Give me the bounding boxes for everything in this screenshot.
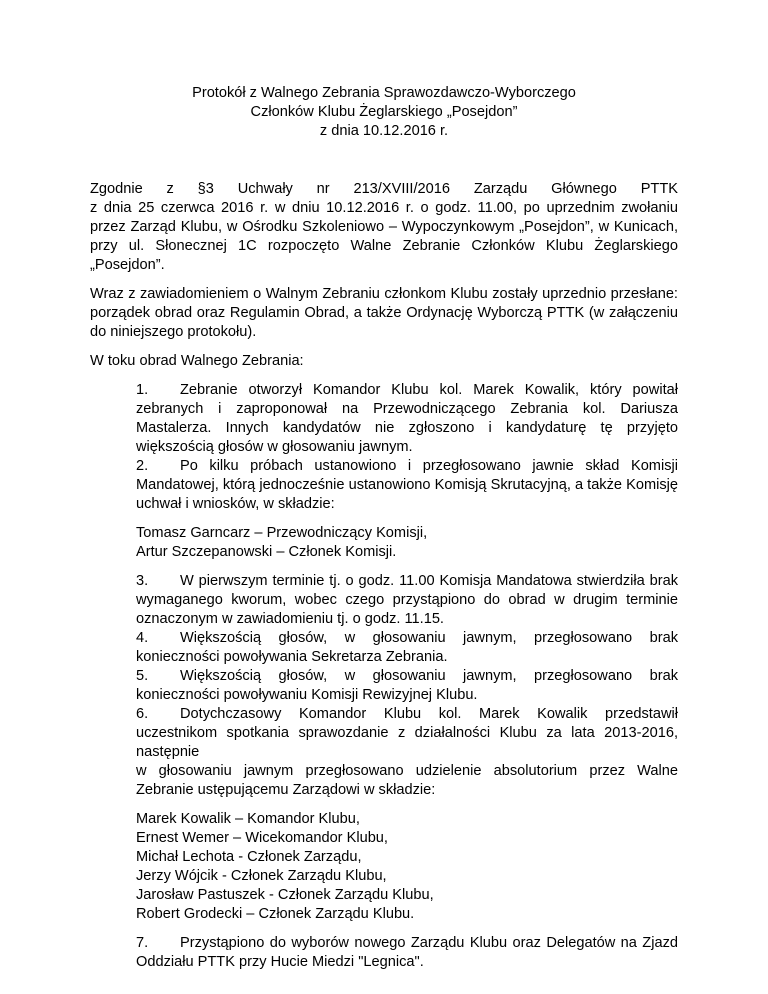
board-members xyxy=(136,810,678,924)
board-member: Marek Kowalik – Komandor Klubu, xyxy=(136,811,360,827)
item-number: 2. xyxy=(136,458,149,474)
item-text: Przystąpiono do wyborów nowego Zarządu Klubu oraz Delegatów na Zjazd Oddziału PTTK przy Hucie Miedzi "Legnica". xyxy=(136,935,678,970)
item-text: Zebranie otworzył Komandor Klubu kol. Marek Kowalik, który powitał zebranych i zaproponował na Przewodniczącego Zebrania kol. Dariusza Mastalerza. Innych kandydatów nie zgłoszono i kandydaturę tę przyjęto większością głosów w głosowaniu jawnym. xyxy=(136,382,678,455)
list-item xyxy=(136,705,678,762)
item-number: 6. xyxy=(136,706,149,722)
board-member: Jerzy Wójcik - Członek Zarządu Klubu, xyxy=(136,868,387,884)
list-item xyxy=(136,381,678,457)
item-number: 4. xyxy=(136,630,149,646)
item-text: Większością głosów, w głosowaniu jawnym, przegłosowano brak konieczności powoływania Sekretarza Zebrania. xyxy=(136,630,678,665)
item-text: Dotychczasowy Komandor Klubu kol. Marek Kowalik przedstawił uczestnikom spotkania sprawozdanie z działalności Klubu za lata 2013-2016, następnie xyxy=(136,706,678,760)
intro-paragraph xyxy=(90,180,678,275)
title-line-2: Członków Klubu Żeglarskiego „Posejdon” xyxy=(250,104,518,120)
item-number: 3. xyxy=(136,573,149,589)
list-item xyxy=(136,934,678,972)
commission-member: Tomasz Garncarz – Przewodniczący Komisji, xyxy=(136,525,428,541)
document-page xyxy=(90,0,678,972)
item-number: 1. xyxy=(136,382,149,398)
document-title xyxy=(90,84,678,141)
board-member: Ernest Wemer – Wicekomandor Klubu, xyxy=(136,830,388,846)
title-line-3: z dnia 10.12.2016 r. xyxy=(319,123,449,139)
commission-member: Artur Szczepanowski – Członek Komisji. xyxy=(136,544,397,560)
item-6-continuation: w głosowaniu jawnym przegłosowano udzielenie absolutorium przez Walne Zebranie ustępującemu Zarządowi w składzie: xyxy=(136,763,678,798)
notice-paragraph: Wraz z zawiadomieniem o Walnym Zebraniu członkom Klubu zostały uprzednio przesłane: porządek obrad oraz Regulamin Obrad, a także Ordynację Wyborczą PTTK (w załączeniu do niniejszego protokołu). xyxy=(90,286,678,340)
board-member: Robert Grodecki – Członek Zarządu Klubu. xyxy=(136,906,415,922)
item-text: Większością głosów, w głosowaniu jawnym, przegłosowano brak konieczności powoływaniu Komisji Rewizyjnej Klubu. xyxy=(136,668,678,703)
list-item xyxy=(136,572,678,629)
commission-members xyxy=(136,524,678,562)
item-number: 5. xyxy=(136,668,149,684)
title-line-1: Protokół z Walnego Zebrania Sprawozdawczo-Wyborczego xyxy=(192,85,576,101)
list-item xyxy=(136,629,678,667)
item-text: W pierwszym terminie tj. o godz. 11.00 Komisja Mandatowa stwierdziła brak wymaganego kworum, wobec czego przystąpiono do obrad w drugim terminie oznaczonym w zawiadomieniu tj. o godz. 11.15. xyxy=(136,573,678,627)
board-member: Jarosław Pastuszek - Członek Zarządu Klubu, xyxy=(136,887,434,903)
list-item xyxy=(136,457,678,514)
agenda-list-part-2 xyxy=(136,572,678,800)
item-number: 7. xyxy=(136,935,149,951)
list-item xyxy=(136,667,678,705)
intro-first-line: Zgodnie z §3 Uchwały nr 213/XVIII/2016 Zarządu Głównego PTTK xyxy=(90,181,678,197)
agenda-list-part-1 xyxy=(136,381,678,972)
item-text: Po kilku próbach ustanowiono i przegłosowano jawnie skład Komisji Mandatowej, którą jednocześnie ustanowiono Komisją Skrutacyjną, a także Komisję uchwał i wniosków, w składzie: xyxy=(136,458,678,512)
intro-rest: z dnia 25 czerwca 2016 r. w dniu 10.12.2016 r. o godz. 11.00, po uprzednim zwołaniu przez Zarząd Klubu, w Ośrodku Szkoleniowo – Wypoczynkowym „Posejdon”, w Kunicach, przy ul. Słonecznej 1C rozpoczęto Walne Zebranie Członków Klubu Żeglarskiego „Posejdon”. xyxy=(90,200,678,273)
board-member: Michał Lechota - Członek Zarządu, xyxy=(136,849,362,865)
course-heading: W toku obrad Walnego Zebrania: xyxy=(90,353,304,369)
